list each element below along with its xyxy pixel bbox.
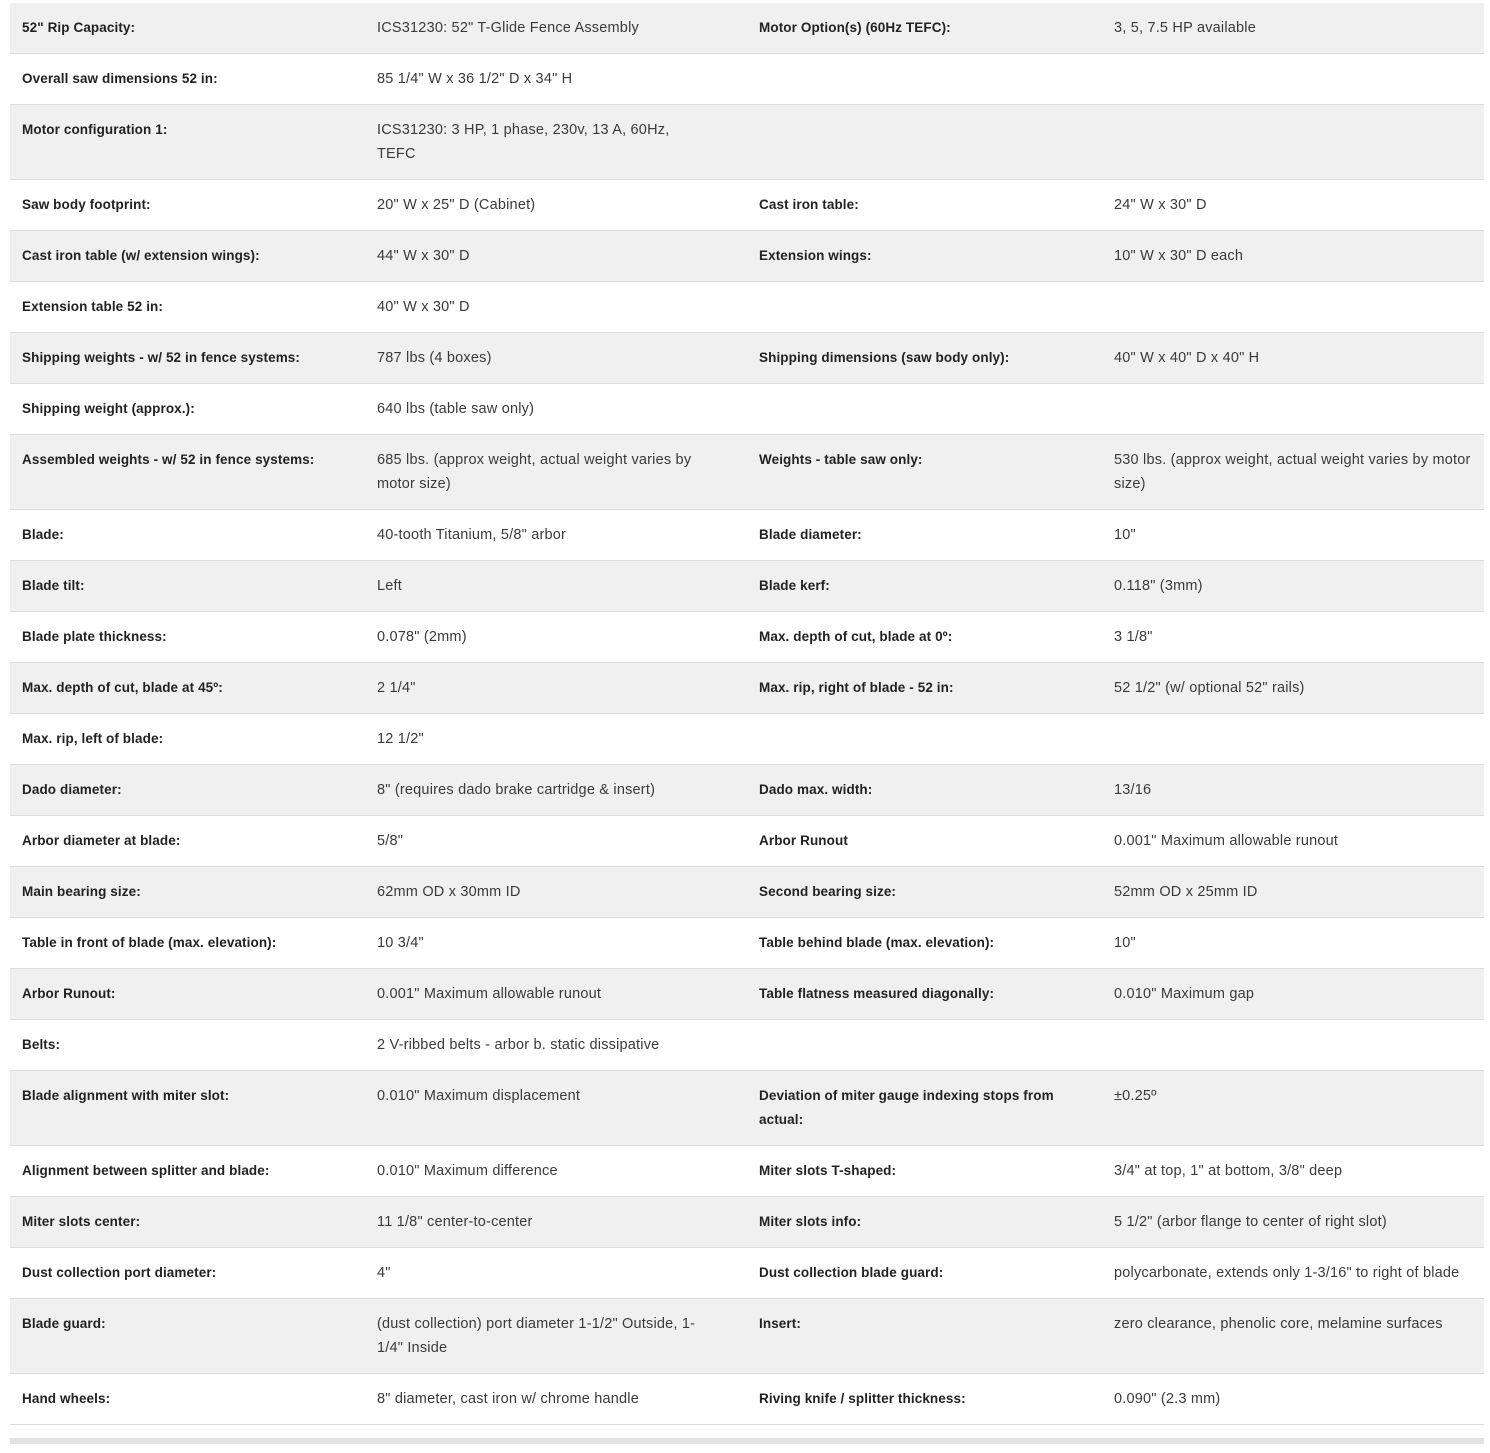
spec-value: 40" W x 40" D x 40" H [1114,350,1260,366]
spec-value: 62mm OD x 30mm ID [377,884,521,900]
spec-label: Table behind blade (max. elevation): [759,935,995,950]
spec-label: Max. depth of cut, blade at 0º: [759,629,953,644]
spec-pair-left [10,3,747,53]
spec-pair-left [10,714,747,764]
spec-pair-left [10,1197,747,1247]
spec-row [10,1197,1484,1248]
spec-pair-left [10,333,747,383]
spec-value: zero clearance, phenolic core, melamine surfaces [1114,1316,1443,1332]
spec-label: Belts: [22,1037,61,1052]
spec-pair-left [10,1071,747,1121]
spec-value: 10 3/4" [377,935,424,951]
spec-value: 5 1/2" (arbor flange to center of right slot) [1114,1214,1387,1230]
spec-pair-right [747,1248,1484,1298]
spec-value: 24" W x 30" D [1114,197,1207,213]
spec-value: 13/16 [1114,782,1152,798]
spec-pair-left [10,663,747,713]
spec-row [10,612,1484,663]
spec-row [10,1248,1484,1299]
spec-pair-left [10,1146,747,1196]
spec-row [10,54,1484,105]
spec-value: 52 1/2" (w/ optional 52" rails) [1114,680,1305,696]
spec-label: Assembled weights - w/ 52 in fence systems: [22,452,315,467]
spec-row [10,1020,1484,1071]
spec-row [10,1299,1484,1374]
spec-label: Deviation of miter gauge indexing stops from actual: [759,1088,1054,1127]
spec-label: Insert: [759,1316,801,1331]
spec-value: 640 lbs (table saw only) [377,401,535,417]
spec-row [10,1146,1484,1197]
spec-pair-left [10,384,747,434]
spec-pair-left [10,816,747,866]
spec-pair-right [747,918,1484,968]
spec-pair-right [747,3,1484,53]
spec-label: Overall saw dimensions 52 in: [22,71,218,86]
spec-label: Cast iron table: [759,197,859,212]
spec-pair-left [10,1248,747,1298]
spec-pair-right [747,180,1484,230]
spec-value: 0.010" Maximum difference [377,1163,558,1179]
spec-value: ICS31230: 3 HP, 1 phase, 230v, 13 A, 60Hz, TEFC [377,122,670,162]
spec-pair-left [10,867,747,917]
spec-label: Arbor diameter at blade: [22,833,181,848]
spec-pair-right [747,561,1484,611]
spec-value: 0.001" Maximum allowable runout [1114,833,1339,849]
spec-pair-left [10,561,747,611]
spec-row [10,510,1484,561]
spec-value: 2 1/4" [377,680,416,696]
spec-pair-right [747,969,1484,1019]
spec-row [10,561,1484,612]
spec-label: Max. depth of cut, blade at 45º: [22,680,223,695]
spec-label: Weights - table saw only: [759,452,923,467]
spec-value: 3 1/8" [1114,629,1153,645]
spec-label: Dado diameter: [22,782,122,797]
spec-row [10,3,1484,54]
spec-label: Table in front of blade (max. elevation): [22,935,277,950]
spec-pair-left [10,1299,747,1373]
spec-pair-right [747,1071,1484,1145]
spec-value: 12 1/2" [377,731,424,747]
spec-row [10,333,1484,384]
spec-pair-left [10,1374,747,1424]
spec-label: Blade plate thickness: [22,629,167,644]
spec-label: Blade: [22,527,64,542]
spec-row [10,180,1484,231]
spec-row [10,231,1484,282]
spec-row [10,435,1484,510]
spec-pair-right [747,612,1484,662]
spec-label: Dado max. width: [759,782,873,797]
spec-pair-left [10,765,747,815]
spec-value: 685 lbs. (approx weight, actual weight varies by motor size) [377,452,692,492]
spec-pair-left [10,969,747,1019]
spec-row [10,867,1484,918]
spec-label: Dust collection blade guard: [759,1265,944,1280]
spec-label: Table flatness measured diagonally: [759,986,995,1001]
spec-value: 530 lbs. (approx weight, actual weight varies by motor size) [1114,452,1471,492]
spec-row [10,918,1484,969]
spec-value: 44" W x 30" D [377,248,470,264]
spec-label: Max. rip, right of blade - 52 in: [759,680,954,695]
spec-label: Blade guard: [22,1316,106,1331]
spec-pair-right [747,816,1484,866]
spec-label: Shipping dimensions (saw body only): [759,350,1010,365]
spec-value: 0.001" Maximum allowable runout [377,986,602,1002]
spec-value: 10" W x 30" D each [1114,248,1244,264]
spec-row [10,1071,1484,1146]
spec-label: Saw body footprint: [22,197,151,212]
spec-label: Alignment between splitter and blade: [22,1163,270,1178]
spec-pair-right [747,1146,1484,1196]
spec-label: Motor Option(s) (60Hz TEFC): [759,20,951,35]
spec-value: 40-tooth Titanium, 5/8" arbor [377,527,567,543]
spec-pair-left [10,105,747,179]
spec-row [10,969,1484,1020]
table-bottom-divider [10,1438,1484,1444]
spec-value: 3/4" at top, 1" at bottom, 3/8" deep [1114,1163,1343,1179]
spec-pair-right [747,333,1484,383]
spec-label: Miter slots T-shaped: [759,1163,897,1178]
spec-pair-right [747,510,1484,560]
spec-value: 4" [377,1265,391,1281]
spec-pair-left [10,180,747,230]
spec-table [10,3,1484,1425]
spec-value: 0.078" (2mm) [377,629,467,645]
spec-row [10,384,1484,435]
spec-pair-right [747,1299,1484,1349]
spec-value: 0.090" (2.3 mm) [1114,1391,1221,1407]
spec-label: Extension wings: [759,248,872,263]
spec-label: Arbor Runout: [22,986,116,1001]
spec-value: 11 1/8" center-to-center [377,1214,533,1230]
spec-pair-left [10,231,747,281]
spec-value: 52mm OD x 25mm ID [1114,884,1258,900]
spec-row [10,663,1484,714]
spec-row [10,105,1484,180]
spec-label: Main bearing size: [22,884,141,899]
spec-value: 3, 5, 7.5 HP available [1114,20,1256,36]
spec-value: ICS31230: 52" T-Glide Fence Assembly [377,20,639,36]
spec-value: 10" [1114,527,1136,543]
spec-label: Shipping weight (approx.): [22,401,195,416]
spec-value: 0.010" Maximum gap [1114,986,1255,1002]
spec-pair-left [10,1020,747,1070]
spec-label: Blade tilt: [22,578,85,593]
spec-label: Second bearing size: [759,884,897,899]
spec-label: Extension table 52 in: [22,299,163,314]
spec-value: ±0.25º [1114,1088,1157,1104]
spec-pair-right [747,663,1484,713]
spec-value: 85 1/4" W x 36 1/2" D x 34" H [377,71,573,87]
spec-pair-right [747,435,1484,509]
spec-label: Max. rip, left of blade: [22,731,164,746]
spec-label: Blade kerf: [759,578,830,593]
spec-value: 20" W x 25" D (Cabinet) [377,197,536,213]
spec-pair-right [747,1374,1484,1424]
spec-row [10,765,1484,816]
spec-label: Blade diameter: [759,527,862,542]
spec-label: Miter slots center: [22,1214,141,1229]
spec-pair-left [10,918,747,968]
spec-value: 5/8" [377,833,404,849]
spec-label: Cast iron table (w/ extension wings): [22,248,260,263]
spec-value: 2 V-ribbed belts - arbor b. static dissipative [377,1037,660,1053]
spec-pair-right [747,1197,1484,1247]
spec-label: Miter slots info: [759,1214,862,1229]
spec-label: Riving knife / splitter thickness: [759,1391,966,1406]
spec-label: Hand wheels: [22,1391,111,1406]
spec-value: 0.118" (3mm) [1114,578,1203,594]
spec-pair-left [10,612,747,662]
spec-row [10,282,1484,333]
spec-value: (dust collection) port diameter 1-1/2" Outside, 1-1/4" Inside [377,1316,696,1356]
spec-pair-left [10,282,747,332]
spec-label: Dust collection port diameter: [22,1265,217,1280]
spec-value: 10" [1114,935,1136,951]
spec-pair-right [747,231,1484,281]
spec-row [10,816,1484,867]
spec-pair-left [10,510,747,560]
spec-row [10,1374,1484,1425]
spec-label: Shipping weights - w/ 52 in fence systems: [22,350,301,365]
spec-pair-left [10,435,747,509]
spec-value: 8" diameter, cast iron w/ chrome handle [377,1391,639,1407]
spec-label: Arbor Runout [759,833,848,848]
spec-value: 40" W x 30" D [377,299,470,315]
spec-value: Left [377,578,402,594]
spec-label: 52" Rip Capacity: [22,20,136,35]
spec-value: 8" (requires dado brake cartridge & insert) [377,782,656,798]
spec-row [10,714,1484,765]
spec-label: Blade alignment with miter slot: [22,1088,230,1103]
spec-value: polycarbonate, extends only 1-3/16" to right of blade [1114,1265,1460,1281]
spec-value: 787 lbs (4 boxes) [377,350,492,366]
spec-pair-right [747,867,1484,917]
spec-label: Motor configuration 1: [22,122,168,137]
spec-pair-left [10,54,747,104]
spec-value: 0.010" Maximum displacement [377,1088,581,1104]
spec-pair-right [747,765,1484,815]
